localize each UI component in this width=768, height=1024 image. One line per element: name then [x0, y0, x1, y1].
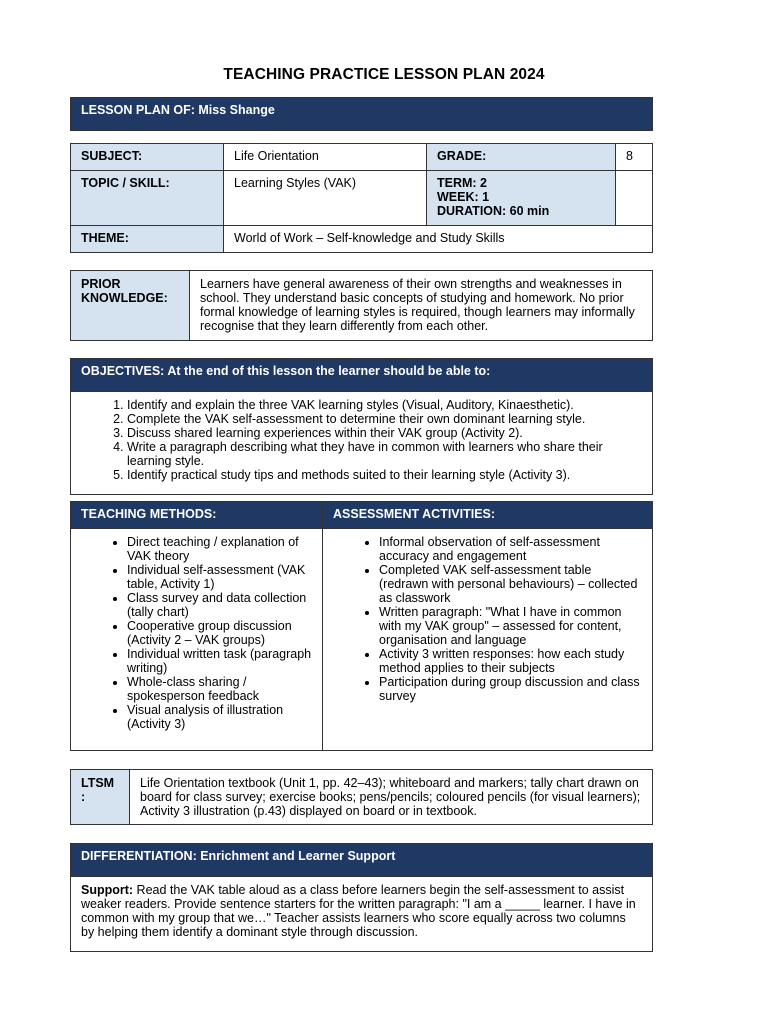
objectives-table	[70, 358, 653, 495]
prior-knowledge-label	[71, 271, 190, 341]
duration: DURATION: 60 min	[437, 204, 550, 218]
teaching-method-item: • Visual analysis of illustration (Activity 3)	[127, 703, 312, 731]
term-week-duration	[427, 171, 616, 226]
assessment-item: • Completed VAK self-assessment table (redrawn with personal behaviours) – collected as classwork	[379, 563, 642, 605]
teaching-method-item: • Class survey and data collection (tally chart)	[127, 591, 312, 619]
teacher-name: Miss Shange	[198, 103, 275, 117]
teaching-methods-list	[71, 535, 312, 731]
assessment-activities-body	[323, 529, 653, 751]
teaching-method-item: • Individual self-assessment (VAK table, Activity 1)	[127, 563, 312, 591]
empty-cell	[616, 171, 653, 226]
teaching-method-item: • Individual written task (paragraph writing)	[127, 647, 312, 675]
objectives-header: OBJECTIVES: At the end of this lesson the learner should be able to:	[71, 359, 653, 392]
assessment-item: • Activity 3 written responses: how each study method applies to their subjects	[379, 647, 642, 675]
lesson-plan-of	[71, 98, 653, 131]
teaching-methods-body	[71, 529, 323, 751]
ltsm-label-line2: :	[81, 790, 86, 804]
differentiation-table	[70, 843, 653, 952]
page-title: TEACHING PRACTICE LESSON PLAN 2024	[223, 66, 545, 83]
objectives-list	[71, 398, 642, 482]
week: WEEK: 1	[437, 190, 490, 204]
prior-label-line1: PRIOR	[81, 277, 121, 291]
assessment-activities-list	[323, 535, 642, 703]
term: TERM: 2	[437, 176, 487, 190]
teaching-methods-header: TEACHING METHODS:	[71, 502, 323, 529]
topic-label: TOPIC / SKILL:	[71, 171, 224, 226]
objective-item: 4. Write a paragraph describing what they have in common with learners who share their learning style.	[127, 440, 642, 468]
differentiation-header: DIFFERENTIATION: Enrichment and Learner Support	[71, 844, 653, 877]
ltsm-label-line1: LTSM	[81, 776, 115, 790]
assessment-item: • Informal observation of self-assessment accuracy and engagement	[379, 535, 642, 563]
prior-knowledge-table	[70, 270, 653, 341]
differentiation-body	[71, 877, 653, 952]
grade-label: GRADE:	[427, 144, 616, 171]
teaching-method-item: • Whole-class sharing / spokesperson feedback	[127, 675, 312, 703]
prior-knowledge-text: Learners have general awareness of their own strengths and weaknesses in school. They understand basic concepts of studying and homework. No prior formal knowledge of learning styles is required, though learners may informally recognise that they learn differently from each other.	[190, 271, 653, 341]
grade-value: 8	[616, 144, 653, 171]
support-text: Read the VAK table aloud as a class before learners begin the self-assessment to assist weaker readers. Provide sentence starters for the written paragraph: "I am a _____ learner. I have in common with my group that we…" Teacher assists learners who score equally across two columns by helping them identify a dominant style through discussion.	[81, 883, 636, 939]
assessment-activities-header: ASSESSMENT ACTIVITIES:	[323, 502, 653, 529]
ltsm-label	[71, 770, 130, 825]
objective-item: 5. Identify practical study tips and methods suited to their learning style (Activity 3).	[127, 468, 642, 482]
topic-value: Learning Styles (VAK)	[224, 171, 427, 226]
teaching-method-item: • Cooperative group discussion (Activity 2 – VAK groups)	[127, 619, 312, 647]
theme-value: World of Work – Self-knowledge and Study Skills	[224, 226, 653, 253]
objective-item: 2. Complete the VAK self-assessment to determine their own dominant learning style.	[127, 412, 642, 426]
subject-label: SUBJECT:	[71, 144, 224, 171]
lesson-plan-header	[70, 97, 653, 131]
objective-item: 1. Identify and explain the three VAK learning styles (Visual, Auditory, Kinaesthetic).	[127, 398, 642, 412]
ltsm-table	[70, 769, 653, 825]
assessment-item: • Written paragraph: "What I have in common with my VAK group" – assessed for content, organisation and language	[379, 605, 642, 647]
assessment-item: • Participation during group discussion and class survey	[379, 675, 642, 703]
theme-label: THEME:	[71, 226, 224, 253]
prior-label-line2: KNOWLEDGE:	[81, 291, 168, 305]
subject-value: Life Orientation	[224, 144, 427, 171]
ltsm-text: Life Orientation textbook (Unit 1, pp. 42–43); whiteboard and markers; tally chart drawn on board for class survey; exercise books; pens/pencils; coloured pencils (for visual learners); Activity 3 illustration (p.43) displayed on board or in textbook.	[130, 770, 653, 825]
objective-item: 3. Discuss shared learning experiences within their VAK group (Activity 2).	[127, 426, 642, 440]
subject-table	[70, 143, 653, 253]
lesson-plan-label: LESSON PLAN OF:	[81, 103, 195, 117]
objectives-body	[71, 392, 653, 495]
teaching-method-item: • Direct teaching / explanation of VAK theory	[127, 535, 312, 563]
support-label: Support:	[81, 883, 134, 897]
methods-table	[70, 501, 653, 751]
